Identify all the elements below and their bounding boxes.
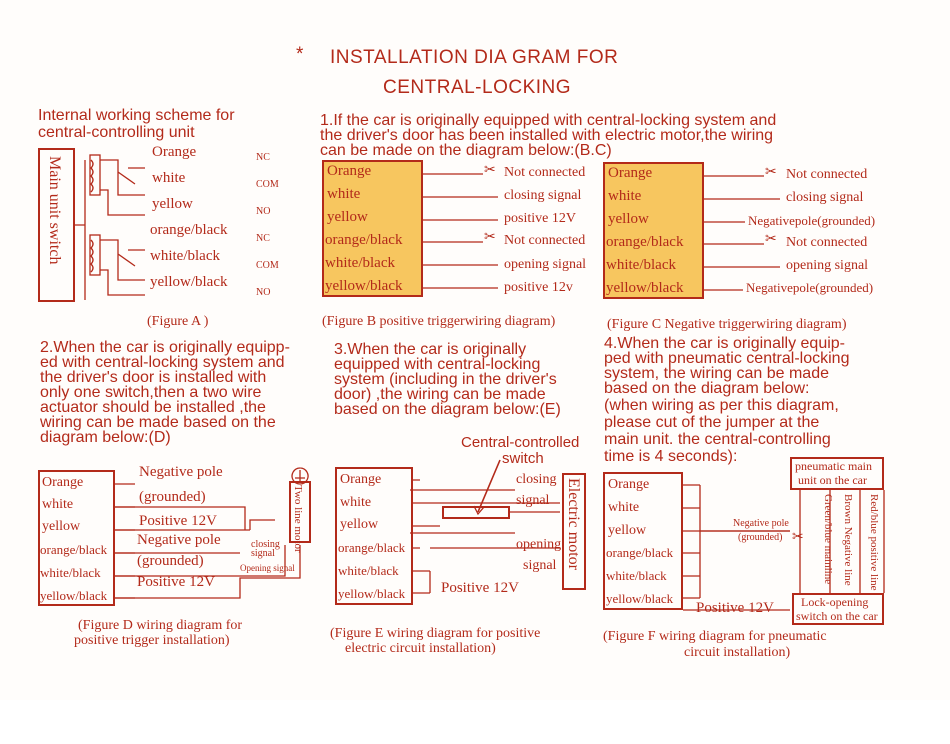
fig-b-signal-4: Not connected	[504, 233, 586, 248]
fig-b-heading-1: 1.If the car is originally equipped with central-locking system and	[320, 112, 777, 129]
lock-opening-label-1: Lock-opening	[801, 595, 869, 609]
fig-f-wire-orange: Orange	[608, 477, 650, 492]
fig-c-wire-white: white	[608, 188, 642, 204]
fig-e-wire-yellow: yellow	[340, 517, 379, 532]
fig-e-caption-1: (Figure E wiring diagram for positive	[330, 626, 541, 641]
fig-d-heading-1: 2.When the car is originally equipp-	[40, 339, 290, 356]
fig-b-heading-3: can be made on the diagram below:(B.C)	[320, 142, 612, 159]
fig-a-wire-yellow: yellow	[152, 196, 193, 212]
title-line-2: CENTRAL-LOCKING	[383, 77, 572, 98]
electric-motor-label: Electric motor	[565, 478, 582, 570]
fig-f-wire-yellow-black: yellow/black	[606, 591, 674, 606]
fig-e-opening-1: opening	[516, 537, 562, 552]
fig-d-signal-1: Negative pole	[139, 464, 223, 480]
pneumatic-label-2: unit on the car	[798, 473, 867, 487]
pneumatic-label-1: pneumatic main	[795, 459, 872, 473]
title-line-1: INSTALLATION DIA GRAM FOR	[330, 47, 619, 68]
scissors-icon: ✂	[484, 230, 496, 245]
main-unit-switch-label: Main unit switch	[46, 156, 63, 265]
fig-e-switch-label-2: switch	[502, 450, 544, 467]
fig-f-heading-5: (when wiring as per this diagram,	[604, 397, 839, 414]
fig-b-wire-yellow-black: yellow/black	[325, 278, 403, 294]
fig-c-signal-2: closing signal	[786, 190, 864, 205]
fig-a-wire-white-black: white/black	[150, 248, 220, 264]
fig-b-wire-orange: Orange	[327, 163, 372, 179]
lock-opening-label-2: switch on the car	[796, 609, 878, 623]
fig-e-heading-1: 3.When the car is originally	[334, 341, 527, 358]
fig-b-signal-6: positive 12v	[504, 280, 573, 295]
scissors-icon: ✂	[484, 163, 496, 178]
fig-f-heading-4: based on the diagram below:	[604, 380, 810, 397]
fig-a-contact-com-1: COM	[256, 179, 279, 190]
fig-c-wire-yellow-black: yellow/black	[606, 280, 684, 296]
fig-e-caption-2: electric circuit installation)	[345, 641, 496, 656]
fig-b-signal-3: positive 12V	[504, 211, 576, 226]
fig-d-heading-6: wiring can be made based on the	[40, 414, 276, 431]
fig-f-heading-6: please cut of the jumper at the	[604, 414, 820, 431]
fig-d-wire-white-black: white/black	[40, 565, 101, 580]
fig-e-opening-2: signal	[523, 558, 557, 573]
fig-a-contact-com-2: COM	[256, 260, 279, 271]
fig-f-wire-orange-black: orange/black	[606, 545, 674, 560]
fig-e-heading-5: based on the diagram below:(E)	[334, 401, 561, 418]
fig-a-heading-2: central-controlling unit	[38, 124, 195, 141]
fig-d-heading-3: the driver's door is installed with	[40, 369, 267, 386]
fig-a-wire-yellow-black: yellow/black	[150, 274, 228, 290]
fig-c-signal-1: Not connected	[786, 167, 868, 182]
fig-e-closing-2: signal	[516, 493, 550, 508]
fig-a-wire-orange: Orange	[152, 144, 197, 160]
fig-b-wire-orange-black: orange/black	[325, 232, 403, 248]
fig-f-heading-2: ped with pneumatic central-locking	[604, 350, 850, 367]
fig-e-heading-2: equipped with central-locking	[334, 356, 541, 373]
fig-a-contact-no-1: NO	[256, 206, 271, 217]
fig-c-wire-white-black: white/black	[606, 257, 676, 273]
fig-d-signal-2: (grounded)	[139, 489, 206, 505]
fig-f-wire-yellow: yellow	[608, 523, 647, 538]
fig-a-wire-white: white	[152, 170, 186, 186]
fig-c-wire-orange: Orange	[608, 165, 653, 181]
fig-b-wire-white: white	[327, 186, 361, 202]
fig-d-wire-orange-black: orange/black	[40, 542, 108, 557]
fig-e-wire-orange-black: orange/black	[338, 540, 406, 555]
fig-f-caption-1: (Figure F wiring diagram for pneumatic	[603, 629, 827, 644]
fig-b-wire-white-black: white/black	[325, 255, 395, 271]
fig-c-signal-3: Negativepole(grounded)	[748, 213, 876, 228]
fig-a-wire-orange-black: orange/black	[150, 222, 228, 238]
green-blue-mainline-label: Green/blue mainline	[822, 494, 834, 585]
fig-c-signal-4: Not connected	[786, 235, 868, 250]
fig-b-caption: (Figure B positive triggerwiring diagram)	[322, 314, 556, 329]
fig-e-positive-label: Positive 12V	[441, 580, 519, 596]
fig-d-signal-3: Positive 12V	[139, 513, 217, 529]
scissors-icon: ✂	[792, 530, 804, 545]
scissors-icon: ✂	[765, 232, 777, 247]
fig-b-wire-yellow: yellow	[327, 209, 368, 225]
fig-b-signal-1: Not connected	[504, 165, 586, 180]
fig-b-heading-2: the driver's door has been installed with electric motor,the wiring	[320, 127, 774, 144]
fig-c-caption: (Figure C Negative triggerwiring diagram)	[607, 317, 847, 332]
fig-a-caption: (Figure A )	[147, 314, 209, 329]
fig-d-wire-yellow: yellow	[42, 519, 81, 534]
fig-e-switch-label-1: Central-controlled	[461, 434, 580, 451]
fig-f-wire-white: white	[608, 500, 640, 515]
fig-d-wire-orange: Orange	[42, 475, 84, 490]
brown-negative-line-label: Brown Negative line	[842, 494, 854, 586]
fig-d-closing-label: closing signal	[251, 539, 280, 559]
fig-a-contact-nc-2: NC	[256, 233, 270, 244]
fig-f-neg-label-2: (grounded)	[738, 532, 783, 543]
fig-f-positive-label: Positive 12V	[696, 600, 774, 616]
fig-e-closing-1: closing	[516, 472, 557, 487]
fig-a-contact-no-2: NO	[256, 287, 271, 298]
fig-f-heading-3: system, the wiring can be made	[604, 365, 829, 382]
fig-b-signal-5: opening signal	[504, 257, 587, 272]
fig-d-heading-7: diagram below:(D)	[40, 429, 171, 446]
fig-a-contact-nc-1: NC	[256, 152, 270, 163]
fig-d-opening-label: Opening signal	[240, 563, 295, 573]
fig-b-signal-2: closing signal	[504, 188, 582, 203]
fig-d-wire-white: white	[42, 497, 74, 512]
fig-d-heading-2: ed with central-locking system and	[40, 354, 285, 371]
fig-d-signal-4: Negative pole	[137, 532, 221, 548]
fig-f-caption-2: circuit installation)	[684, 645, 791, 660]
fig-d-signal-6: Positive 12V	[137, 574, 215, 590]
fig-d-wire-yellow-black: yellow/black	[40, 588, 108, 603]
fig-c-wire-orange-black: orange/black	[606, 234, 684, 250]
fig-c-signal-5: opening signal	[786, 258, 869, 273]
fig-d-caption-2: positive trigger installation)	[74, 633, 230, 648]
fig-d-heading-4: only one switch,then a two wire	[40, 384, 262, 401]
fig-e-wire-yellow-black: yellow/black	[338, 586, 406, 601]
fig-c-signal-6: Negativepole(grounded)	[746, 280, 874, 295]
title-star: *	[296, 44, 304, 65]
fig-d-signal-5: (grounded)	[137, 553, 204, 569]
fig-f-heading-8: time is 4 seconds):	[604, 448, 738, 465]
fig-f-neg-label-1: Negative pole	[733, 518, 789, 529]
fig-e-wire-white-black: white/black	[338, 563, 399, 578]
bottom-margin	[0, 700, 950, 744]
fig-d-heading-5: actuator should be installed ,the	[40, 399, 266, 416]
fig-e-wire-white: white	[340, 495, 372, 510]
fig-e-heading-3: system (including in the driver's	[334, 371, 557, 388]
fig-a-heading-1: Internal working scheme for	[38, 107, 235, 124]
fig-c-wire-yellow: yellow	[608, 211, 649, 227]
fig-d-caption-1: (Figure D wiring diagram for	[78, 618, 243, 633]
fig-f-heading-7: main unit. the central-controlling	[604, 431, 831, 448]
two-line-motor-label: Two line motor	[292, 485, 304, 553]
scissors-icon: ✂	[765, 165, 777, 180]
fig-f-wire-white-black: white/black	[606, 568, 667, 583]
fig-f-heading-1: 4.When the car is originally equip-	[604, 335, 846, 352]
fig-e-heading-4: door) ,the wiring can be made	[334, 386, 546, 403]
red-blue-positive-line-label: Red/blue positive line	[868, 494, 880, 591]
fig-e-wire-orange: Orange	[340, 472, 382, 487]
